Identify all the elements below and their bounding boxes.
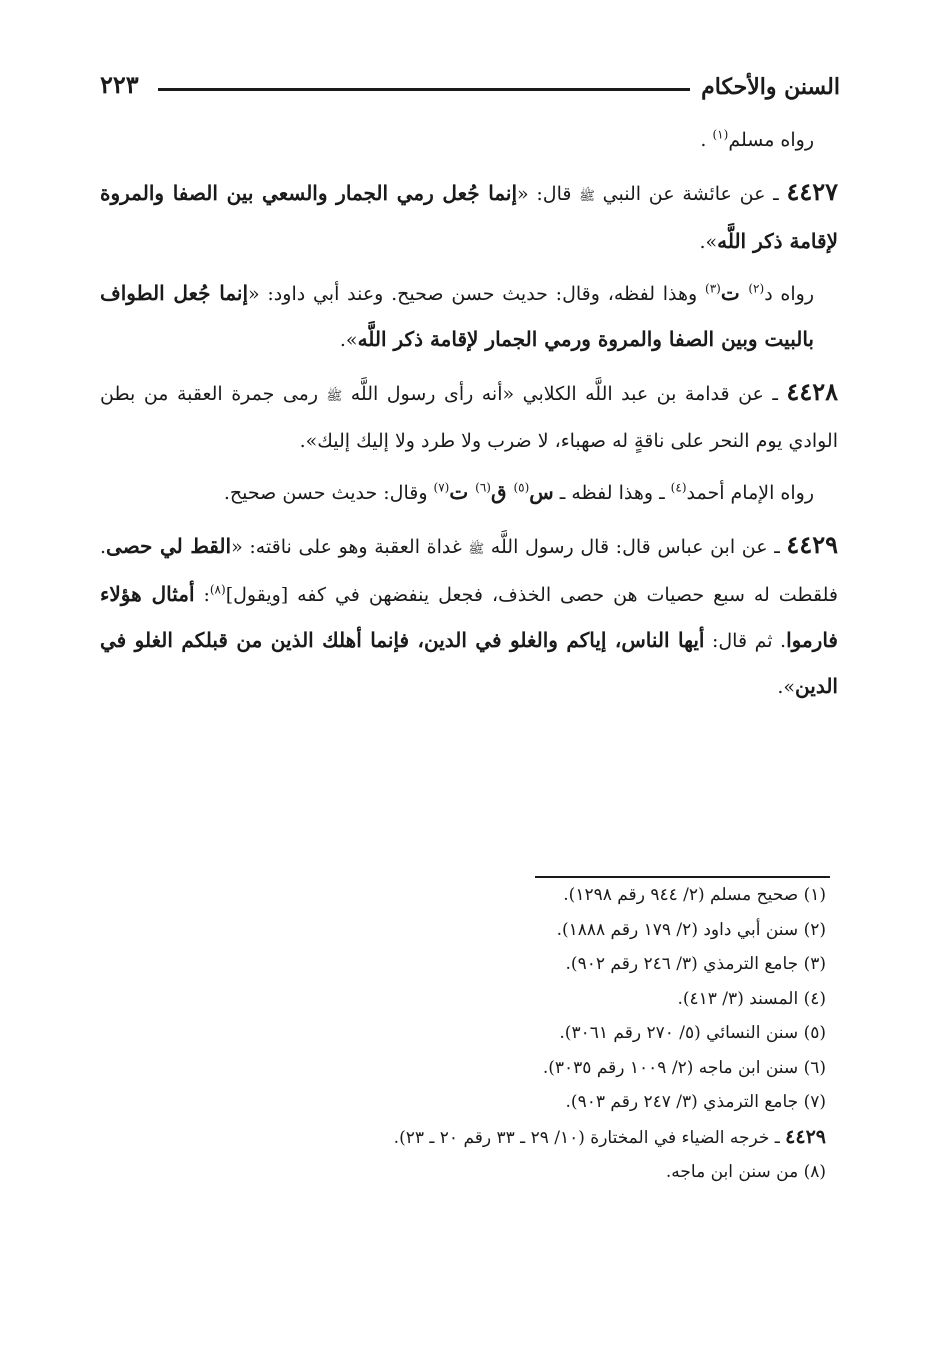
main-text	[100, 118, 838, 716]
bold-text: إنما جُعل رمي الجمار والسعي بين الصفا والمروة لإقامة ذكر اللَّه	[100, 181, 838, 253]
footnote-ref: (٤)	[670, 480, 687, 495]
bold-text: أمثال هؤلاء فارموا	[100, 582, 838, 652]
bold-text: أيها الناس، إياكم والغلو في الدين، فإنما أهلك الذين من قبلكم الغلو في الدين	[100, 628, 838, 698]
narration-paragraph	[100, 118, 838, 163]
page-header	[100, 70, 840, 110]
footnote-number: (٥)	[803, 1023, 826, 1043]
bold-text: ت	[720, 281, 749, 305]
footnote-number: (٦)	[803, 1057, 826, 1078]
body-text: .	[700, 129, 713, 151]
footnote-text: سنن أبي داود (٢/ ١٧٩ رقم ١٨٨٨).	[556, 919, 804, 940]
body-text: . فلقطت له سبع حصيات هن حصى الخذف، فجعل ينفضهن في كفه [ويقول]	[100, 536, 838, 606]
header-rule	[158, 88, 690, 91]
hadith-paragraph	[100, 169, 838, 265]
body-text: ».	[699, 231, 718, 253]
body-text: رواه مسلم	[728, 129, 814, 151]
body-text: :	[194, 584, 210, 606]
footnote-number: (٢)	[803, 919, 826, 940]
footnote-item	[106, 947, 826, 982]
body-text: ـ وهذا لفظه ـ	[553, 482, 671, 504]
footnote-ref: (٥)	[513, 480, 530, 495]
body-text: ».	[339, 329, 358, 351]
footnote-item	[106, 1051, 826, 1086]
footnote-number: (١)	[803, 885, 826, 905]
footnote-item	[106, 1120, 826, 1156]
bold-text: القط لي حصى	[106, 534, 232, 558]
body-text: ـ عن ابن عباس قال: قال رسول اللَّه	[484, 536, 787, 558]
footnote-item	[106, 878, 826, 913]
footnote-item	[106, 1085, 826, 1120]
hadith-number: ٤٤٢٨	[786, 377, 838, 406]
honorific-glyph: ﷺ	[326, 389, 343, 404]
footnote-text: جامع الترمذي (٣/ ٢٤٧ رقم ٩٠٣).	[565, 1092, 804, 1112]
footnote-ref: (٧)	[433, 480, 450, 495]
hadith-number: ٤٤٢٧	[786, 177, 839, 206]
page-number: ٢٢٣	[100, 70, 139, 99]
footnote-number: ٤٤٢٩	[785, 1125, 826, 1148]
body-text: ».	[777, 676, 796, 698]
narration-paragraph	[100, 470, 838, 516]
footnote-item	[106, 1155, 826, 1190]
footnote-number: (٤)	[803, 988, 826, 1009]
bold-text: ق	[490, 480, 514, 504]
footnote-text: المسند (٣/ ٤١٣).	[677, 988, 804, 1009]
hadith-paragraph	[100, 522, 838, 710]
body-text: ـ عن عائشة عن النبي	[594, 183, 787, 205]
honorific-glyph: ﷺ	[579, 189, 595, 204]
hadith-number: ٤٤٢٩	[786, 530, 838, 559]
footnote-text: جامع الترمذي (٣/ ٢٤٦ رقم ٩٠٢).	[565, 954, 804, 974]
footnote-ref: (١)	[712, 127, 729, 142]
footnote-text: سنن ابن ماجه (٢/ ١٠٠٩ رقم ٣٠٣٥).	[542, 1057, 804, 1078]
body-text: . ثم قال:	[704, 630, 787, 652]
footnote-text: من سنن ابن ماجه.	[665, 1162, 804, 1182]
body-text: ـ عن قدامة بن عبد اللَّه الكلابي «أنه رأى رسول اللَّه	[342, 383, 787, 405]
footnotes-list	[106, 878, 826, 1190]
footnote-item	[106, 982, 826, 1017]
body-text: وهذا لفظه، وقال: حديث حسن صحيح. وعند أبي داود: «	[248, 283, 705, 305]
footnote-ref: (٦)	[475, 480, 491, 495]
footnote-number: (٧)	[803, 1092, 826, 1112]
body-text: غداة العقبة وهو على ناقته: «	[231, 536, 469, 558]
body-text: وقال: حديث حسن صحيح.	[223, 482, 434, 504]
footnote-ref: (٢)	[748, 281, 765, 296]
footnote-item	[106, 913, 826, 948]
footnote-number: (٨)	[803, 1162, 826, 1182]
body-text: رواه الإمام أحمد	[686, 482, 814, 504]
footnote-text: ـ خرجه الضياء في المختارة (١٠/ ٢٩ ـ ٣٣ رقم ٢٠ ـ ٢٣).	[393, 1127, 786, 1148]
honorific-glyph: ﷺ	[468, 542, 485, 557]
footnote-number: (٣)	[803, 954, 826, 974]
bold-text: ت	[449, 480, 476, 504]
bold-text: س	[529, 480, 554, 504]
footnote-text: سنن النسائي (٥/ ٢٧٠ رقم ٣٠٦١).	[559, 1023, 804, 1043]
footnote-ref: (٨)	[209, 582, 226, 597]
footnote-text: صحيح مسلم (٢/ ٩٤٤ رقم ١٢٩٨).	[563, 885, 804, 905]
running-title: السنن والأحكام	[701, 74, 840, 100]
body-text: رواه د	[764, 283, 815, 305]
footnote-item	[106, 1016, 826, 1051]
footnote-ref: (٣)	[705, 281, 721, 296]
body-text: رمى جمرة العقبة من بطن الوادي يوم النحر على ناقةٍ له صهباء، لا ضرب ولا طرد ولا إليك إليك».	[100, 383, 838, 452]
body-text: قال: «	[517, 183, 580, 205]
bold-text: إنما جُعل الطواف بالبيت وبين الصفا والمروة ورمي الجمار لإقامة ذكر اللَّه	[100, 281, 814, 351]
hadith-paragraph	[100, 369, 838, 464]
narration-paragraph	[100, 271, 838, 363]
